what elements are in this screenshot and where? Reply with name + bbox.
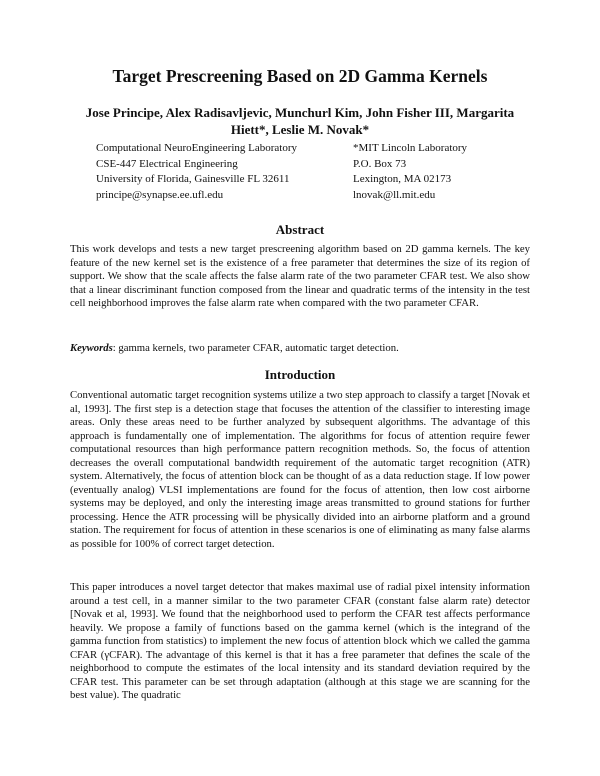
- authors-line-1: Jose Principe, Alex Radisavljevic, Munchurl Kim, John Fisher III, Margarita: [85, 105, 515, 120]
- affiliation-line: Computational NeuroEngineering Laboratory: [96, 142, 297, 154]
- affiliation-mit: [353, 141, 467, 203]
- author-email: lnovak@ll.mit.edu: [353, 188, 436, 201]
- affiliation-line: University of Florida, Gainesville FL 32611: [96, 173, 290, 185]
- author-email: principe@synapse.ee.ufl.edu: [96, 188, 224, 201]
- affiliation-line: *MIT Lincoln Laboratory: [353, 142, 468, 154]
- authors-line-2: Hiett*, Leslie M. Novak*: [230, 122, 370, 137]
- affiliation-line: P.O. Box 73: [353, 157, 407, 170]
- keywords-label: Keywords: [70, 342, 113, 354]
- paper-title: Target Prescreening Based on 2D Gamma Kernels: [112, 66, 488, 86]
- intro-paragraph-1: Conventional automatic target recognition systems utilize a two step approach to classify a target [Novak et al, 1993]. The first step is a detection stage that focuses the attention of the classifier to interesting image areas. Only these areas need to be further analyzed by subsequent algorithms. The advantage of this approach is fundamentally one of implementation. The algorithms for focus of attention require fewer computational resources than high performance pattern recognition methods. So, the focus of attention decreases the overall computational bandwidth requirement of the automatic target recognition (ATR) system. Alternatively, the focus of attention block can be thought of as a data reduction stage. If low power (eventually analog) VLSI implementations are found for the focus of attention, then low cost airborne systems may be deployed, and only the interesting image areas transmitted to ground stations for further processing. Hence the ATR processing will be physically divided into an airborne platform and a ground station. The requirement for focus of attention in these scenarios is one of eliminating as many false alarms as possible for 100% of correct target detection.: [70, 389, 530, 551]
- intro-paragraph-2: This paper introduces a novel target detector that makes maximal use of radial pixel intensity information around a test cell, in a manner similar to the two parameter CFAR (constant false alarm rate) detector [Novak et al, 1993]. We found that the neighborhood used to perform the CFAR test affects performance heavily. We propose a family of functions based on the gamma kernel (which is the integrand of the gamma function from statistics) to implement the new focus of attention block which we called the gamma CFAR (γCFAR). The advantage of this kernel is that it has a free parameter that defines the scale of the neighborhood to compute the estimates of the local intensity and its standard deviation required by the CFAR test. This parameter can be set through adaptation (although at this stage we are scanning for the best value). The quadratic: [70, 581, 530, 702]
- affiliation-line: Lexington, MA 02173: [353, 173, 452, 185]
- introduction-heading: Introduction: [264, 367, 336, 382]
- affiliation-line: CSE-447 Electrical Engineering: [96, 157, 238, 170]
- keywords-line: [70, 342, 530, 356]
- keywords-text: : gamma kernels, two parameter CFAR, automatic target detection.: [112, 342, 399, 354]
- abstract-heading: Abstract: [275, 222, 325, 237]
- affiliation-florida: [96, 141, 297, 203]
- abstract-text: This work develops and tests a new target prescreening algorithm based on 2D gamma kernels. The key feature of the new kernel set is the existence of a free parameter that determines the size of its region of support. We show that the scale affects the false alarm rate of the two parameter CFAR test. We also show that a linear discriminant function composed from the linear and quadratic terms of the intensity in the test cell neighborhood improves the false alarm rate when compared with the two parameter CFAR.: [70, 243, 530, 310]
- author-list: [70, 104, 530, 138]
